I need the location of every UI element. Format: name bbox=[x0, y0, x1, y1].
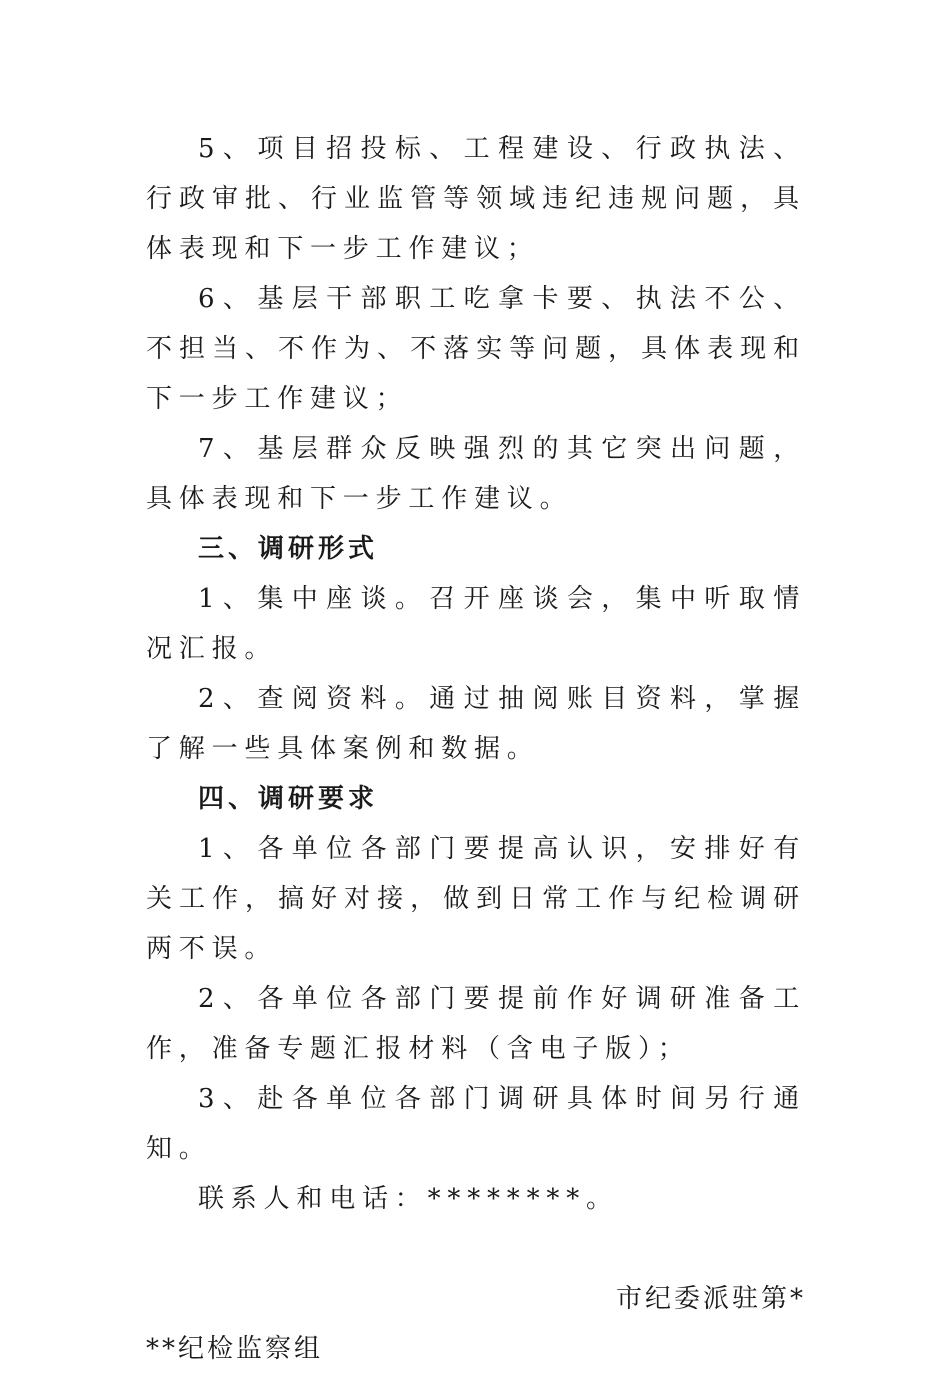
research-form-item-2: 2、查阅资料。通过抽阅账目资料，掌握了解一些具体案例和数据。 bbox=[146, 684, 806, 764]
signature-line-1: 市纪委派驻第* bbox=[615, 1284, 806, 1314]
requirement-item-3: 3、赴各单位各部门调研具体时间另行通知。 bbox=[146, 1084, 806, 1164]
paragraph-item-6: 6、基层干部职工吃拿卡要、执法不公、不担当、不作为、不落实等问题，具体表现和下一步工作建议； bbox=[146, 284, 806, 414]
document-page bbox=[146, 124, 806, 1374]
section-heading-research-form: 三、调研形式 bbox=[198, 534, 379, 564]
signature-line-2: **纪检监察组 bbox=[146, 1334, 324, 1364]
paragraph-item-5: 5、项目招投标、工程建设、行政执法、行政审批、行业监管等领域违纪违规问题，具体表现和下一步工作建议； bbox=[146, 134, 806, 264]
research-form-item-1: 1、集中座谈。召开座谈会，集中听取情况汇报。 bbox=[146, 584, 806, 664]
requirement-item-2: 2、各单位各部门要提前作好调研准备工作，准备专题汇报材料（含电子版）； bbox=[146, 984, 806, 1064]
contact-line: 联系人和电话：********。 bbox=[198, 1184, 619, 1214]
requirement-item-1: 1、各单位各部门要提高认识，安排好有关工作，搞好对接，做到日常工作与纪检调研两不误。 bbox=[146, 834, 806, 964]
blank-line bbox=[146, 1224, 806, 1274]
section-heading-research-requirements: 四、调研要求 bbox=[198, 784, 379, 814]
paragraph-item-7: 7、基层群众反映强烈的其它突出问题，具体表现和下一步工作建议。 bbox=[146, 434, 806, 514]
